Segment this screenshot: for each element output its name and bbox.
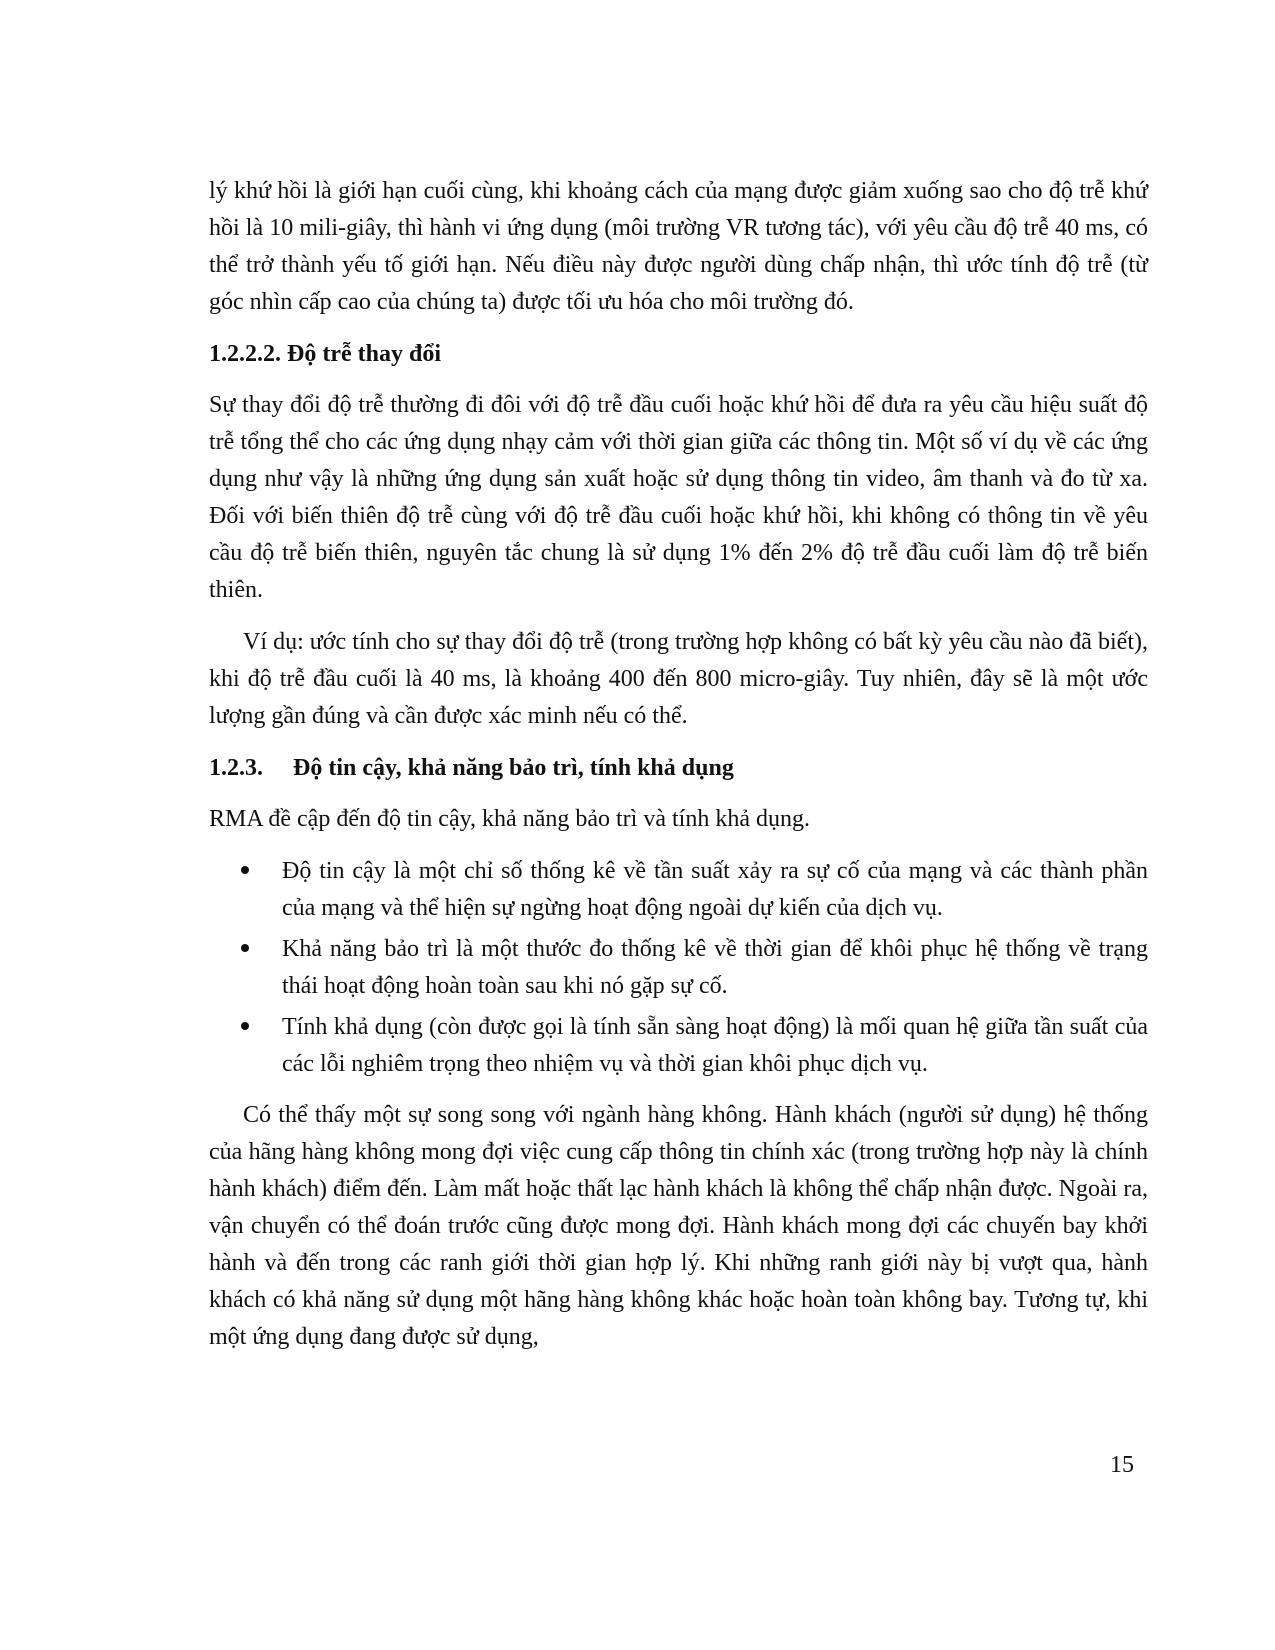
page-body [209,173,1148,1356]
section-title: Độ tin cậy, khả năng bảo trì, tính khả dụng [293,755,734,781]
section-heading-latency-variation: 1.2.2.2. Độ trễ thay đổi [209,341,441,367]
paragraph-rma-intro: RMA đề cập đến độ tin cậy, khả năng bảo trì và tính khả dụng. [209,806,810,832]
rma-bullet-list [209,853,1148,1083]
list-item-availability [209,1009,1148,1083]
list-item-text: Khả năng bảo trì là một thước đo thống kê về thời gian để khôi phục hệ thống về trạng thái hoạt động hoàn toàn sau khi nó gặp sự cố. [282,936,1148,999]
section-heading-rma [209,750,1148,786]
paragraph-latency-limit: lý khứ hồi là giới hạn cuối cùng, khi khoảng cách của mạng được giảm xuống sao cho độ trễ khứ hồi là 10 mili-giây, thì hành vi ứng dụng (môi trường VR tương tác), với yêu cầu độ trễ 40 ms, có thể trở thành yếu tố giới hạn. Nếu điều này được người dùng chấp nhận, thì ước tính độ trễ (từ góc nhìn cấp cao của chúng ta) được tối ưu hóa cho môi trường đó. [209,178,1148,315]
list-item-reliability [209,853,1148,927]
section-number: 1.2.3. [209,755,263,781]
list-item-text: Tính khả dụng (còn được gọi là tính sẵn sàng hoạt động) là mối quan hệ giữa tần suất của các lỗi nghiêm trọng theo nhiệm vụ và thời gian khôi phục dịch vụ. [282,1014,1148,1077]
paragraph-latency-variation: Sự thay đổi độ trễ thường đi đôi với độ trễ đầu cuối hoặc khứ hồi để đưa ra yêu cầu hiệu suất độ trễ tổng thể cho các ứng dụng nhạy cảm với thời gian giữa các thông tin. Một số ví dụ về các ứng dụng như vậy là những ứng dụng sản xuất hoặc sử dụng thông tin video, âm thanh và đo từ xa. Đối với biến thiên độ trễ cùng với độ trễ đầu cuối hoặc khứ hồi, khi không có thông tin về yêu cầu độ trễ biến thiên, nguyên tắc chung là sử dụng 1% đến 2% độ trễ đầu cuối làm độ trễ biến thiên. [209,392,1148,603]
bullet-icon [241,1022,249,1030]
page-number: 15 [1110,1452,1134,1478]
paragraph-aviation-analogy: Có thể thấy một sự song song với ngành hàng không. Hành khách (người sử dụng) hệ thống của hãng hàng không mong đợi việc cung cấp thông tin chính xác (trong trường hợp này là chính hành khách) điểm đến. Làm mất hoặc thất lạc hành khách là không thể chấp nhận được. Ngoài ra, vận chuyển có thể đoán trước cũng được mong đợi. Hành khách mong đợi các chuyến bay khởi hành và đến trong các ranh giới thời gian hợp lý. Khi những ranh giới này bị vượt qua, hành khách có khả năng sử dụng một hãng hàng không khác hoặc hoàn toàn không bay. Tương tự, khi một ứng dụng đang được sử dụng, [209,1102,1148,1350]
paragraph-variation-example: Ví dụ: ước tính cho sự thay đổi độ trễ (trong trường hợp không có bất kỳ yêu cầu nào đã biết), khi độ trễ đầu cuối là 40 ms, là khoảng 400 đến 800 micro-giây. Tuy nhiên, đây sẽ là một ước lượng gần đúng và cần được xác minh nếu có thể. [209,629,1148,729]
bullet-icon [241,866,249,874]
list-item-text: Độ tin cậy là một chỉ số thống kê về tần suất xảy ra sự cố của mạng và các thành phần của mạng và thể hiện sự ngừng hoạt động ngoài dự kiến của dịch vụ. [282,858,1148,921]
bullet-icon [241,944,249,952]
list-item-maintainability [209,931,1148,1005]
